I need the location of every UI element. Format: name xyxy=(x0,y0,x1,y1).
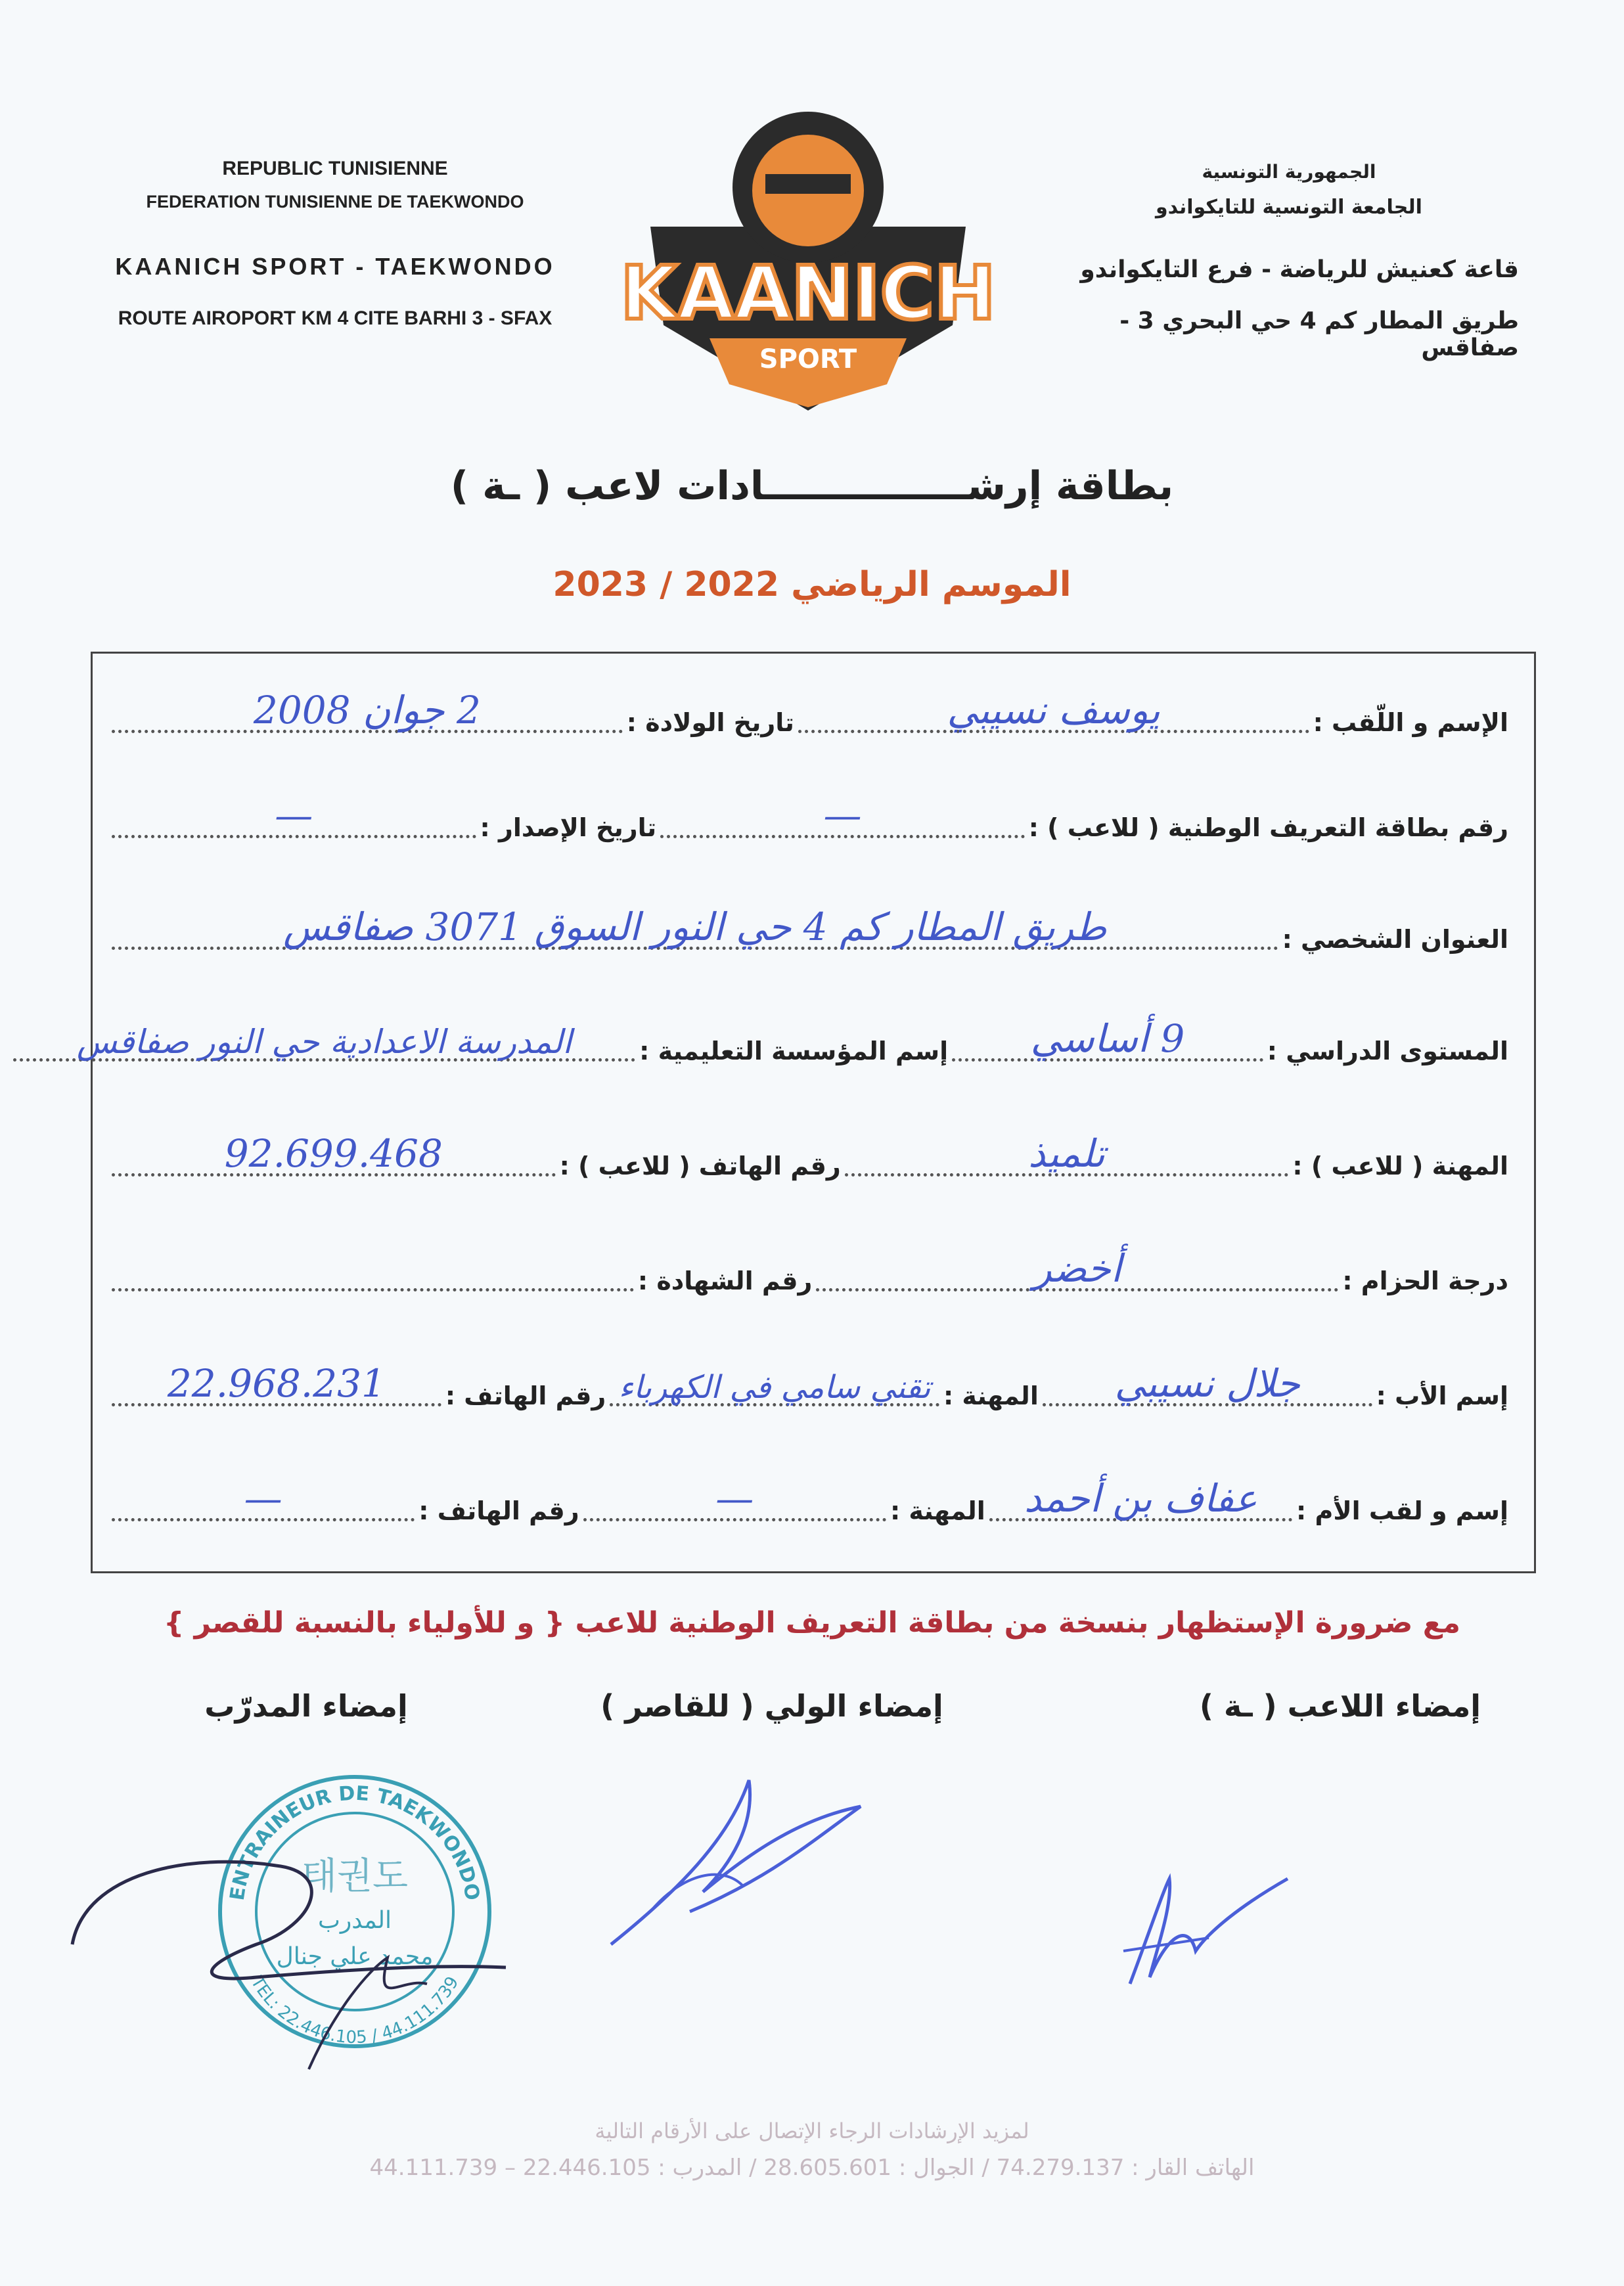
header-republic: REPUBLIC TUNISIENNE xyxy=(222,158,448,179)
row-mother xyxy=(112,1471,1512,1531)
father-label: إسم الأب : xyxy=(1376,1381,1508,1410)
school-field[interactable]: المدرسة الاعدادية حي النور صفاقس xyxy=(13,1012,635,1062)
mother-phone-field[interactable]: — xyxy=(112,1472,415,1521)
row-belt xyxy=(112,1242,1512,1301)
father-job-label: المهنة : xyxy=(943,1381,1039,1410)
svg-text:SPORT: SPORT xyxy=(759,344,857,374)
player-signature xyxy=(1110,1852,1307,2004)
page-title: بطاقة إرشـــــــــــــــادات لاعب ( ـة ) xyxy=(450,463,1174,509)
kaanich-sport-logo xyxy=(611,108,1005,417)
season-label: الموسم الرياضي 2022 / 2023 xyxy=(553,565,1071,604)
level-field[interactable]: 9 أساسي xyxy=(952,1012,1263,1062)
svg-text:محمد علي جنال: محمد علي جنال xyxy=(276,1943,434,1970)
mother-phone-label: رقم الهاتف : xyxy=(418,1496,579,1525)
header-federation-ar: الجامعة التونسية للتايكواندو xyxy=(1156,196,1422,219)
coach-signature xyxy=(59,1813,532,2076)
row-education xyxy=(76,1012,1512,1071)
player-signature-label: إمضاء اللاعب ( ـة ) xyxy=(1199,1688,1481,1724)
name-field[interactable]: يوسف نسيبي xyxy=(798,684,1309,733)
row-address xyxy=(112,900,1512,959)
belt-label: درجة الحزام : xyxy=(1342,1266,1508,1295)
guardian-signature-label: إمضاء الولي ( للقاصر ) xyxy=(600,1688,943,1724)
header-federation: FEDERATION TUNISIENNE DE TAEKWONDO xyxy=(146,192,524,212)
row-father xyxy=(112,1356,1512,1416)
phone-field[interactable]: 92.699.468 xyxy=(112,1127,556,1177)
row-job xyxy=(112,1127,1512,1186)
header-address-ar: طريق المطار كم 4 حي البحري 3 - صفاقس xyxy=(1119,307,1519,361)
header-republic-ar: الجمهورية التونسية xyxy=(1202,161,1376,183)
name-label: الإسم و اللّقب : xyxy=(1313,708,1508,737)
mother-job-field[interactable]: — xyxy=(583,1472,886,1521)
issue-field[interactable]: — xyxy=(112,789,476,838)
header-address: ROUTE AIROPORT KM 4 CITE BARHI 3 - SFAX xyxy=(118,307,553,329)
cert-label: رقم الشهادة : xyxy=(637,1266,813,1295)
father-job-field[interactable]: تقني سامي في الكهرباء xyxy=(610,1357,939,1406)
svg-text:ENTRAINEUR DE TAEKWONDO: ENTRAINEUR DE TAEKWONDO xyxy=(225,1782,484,1902)
phone-label: رقم الهاتف ( للاعب ) : xyxy=(559,1152,841,1180)
footer-phones: الهاتف القار : 74.279.137 / الجوال : 28.605.601 / المدرب : 22.446.105 – 44.111.739 xyxy=(369,2155,1255,2181)
address-field[interactable]: طريق المطار كم 4 حي النور السوق 3071 صفاقس xyxy=(112,901,1278,950)
header-club-ar: قاعة كعنيش للرياضة - فرع التايكواندو xyxy=(1080,256,1519,283)
school-label: إسم المؤسسة التعليمية : xyxy=(639,1037,949,1065)
mother-field[interactable]: عفاف بن أحمد xyxy=(989,1472,1292,1521)
id-label: رقم بطاقة التعريف الوطنية ( للاعب ) : xyxy=(1028,813,1508,842)
birth-field[interactable]: 2 جوان 2008 xyxy=(112,684,623,733)
issue-label: تاريخ الإصدار : xyxy=(480,813,657,842)
id-field[interactable]: — xyxy=(660,789,1025,838)
footer-info: لمزيد الإرشادات الرجاء الإتصال على الأرقام التالية xyxy=(595,2118,1029,2143)
cert-field[interactable] xyxy=(112,1242,634,1291)
svg-text:태권도: 태권도 xyxy=(301,1855,409,1898)
svg-text:KAANICH: KAANICH xyxy=(620,251,996,336)
father-phone-field[interactable]: 22.968.231 xyxy=(112,1357,441,1406)
row-name xyxy=(112,683,1512,742)
mother-job-label: المهنة : xyxy=(890,1496,985,1525)
belt-field[interactable]: أخضر xyxy=(816,1242,1338,1291)
coach-signature-label: إمضاء المدرّب xyxy=(204,1688,408,1724)
job-field[interactable]: تلميذ xyxy=(845,1127,1289,1177)
guardian-signature xyxy=(598,1760,874,1958)
father-phone-label: رقم الهاتف : xyxy=(445,1381,606,1410)
svg-text:TEL: 22.446.105 / 44.111.739: TEL: 22.446.105 / 44.111.739 xyxy=(246,1973,463,2048)
row-id xyxy=(112,788,1512,847)
header-club: KAANICH SPORT - TAEKWONDO xyxy=(115,253,555,280)
level-label: المستوى الدراسي : xyxy=(1267,1037,1508,1065)
svg-text:المدرب: المدرب xyxy=(318,1907,392,1934)
father-field[interactable]: جلال نسيبي xyxy=(1043,1357,1372,1406)
birth-label: تاريخ الولادة : xyxy=(626,708,794,737)
id-requirement-note: مع ضرورة الإستظهار بنسخة من بطاقة التعريف الوطنية للاعب { و للأولياء بالنسبة للقصر } xyxy=(163,1606,1461,1640)
mother-label: إسم و لقب الأم : xyxy=(1296,1496,1508,1525)
job-label: المهنة ( للاعب ) : xyxy=(1292,1152,1508,1180)
address-label: العنوان الشخصي : xyxy=(1282,925,1508,954)
